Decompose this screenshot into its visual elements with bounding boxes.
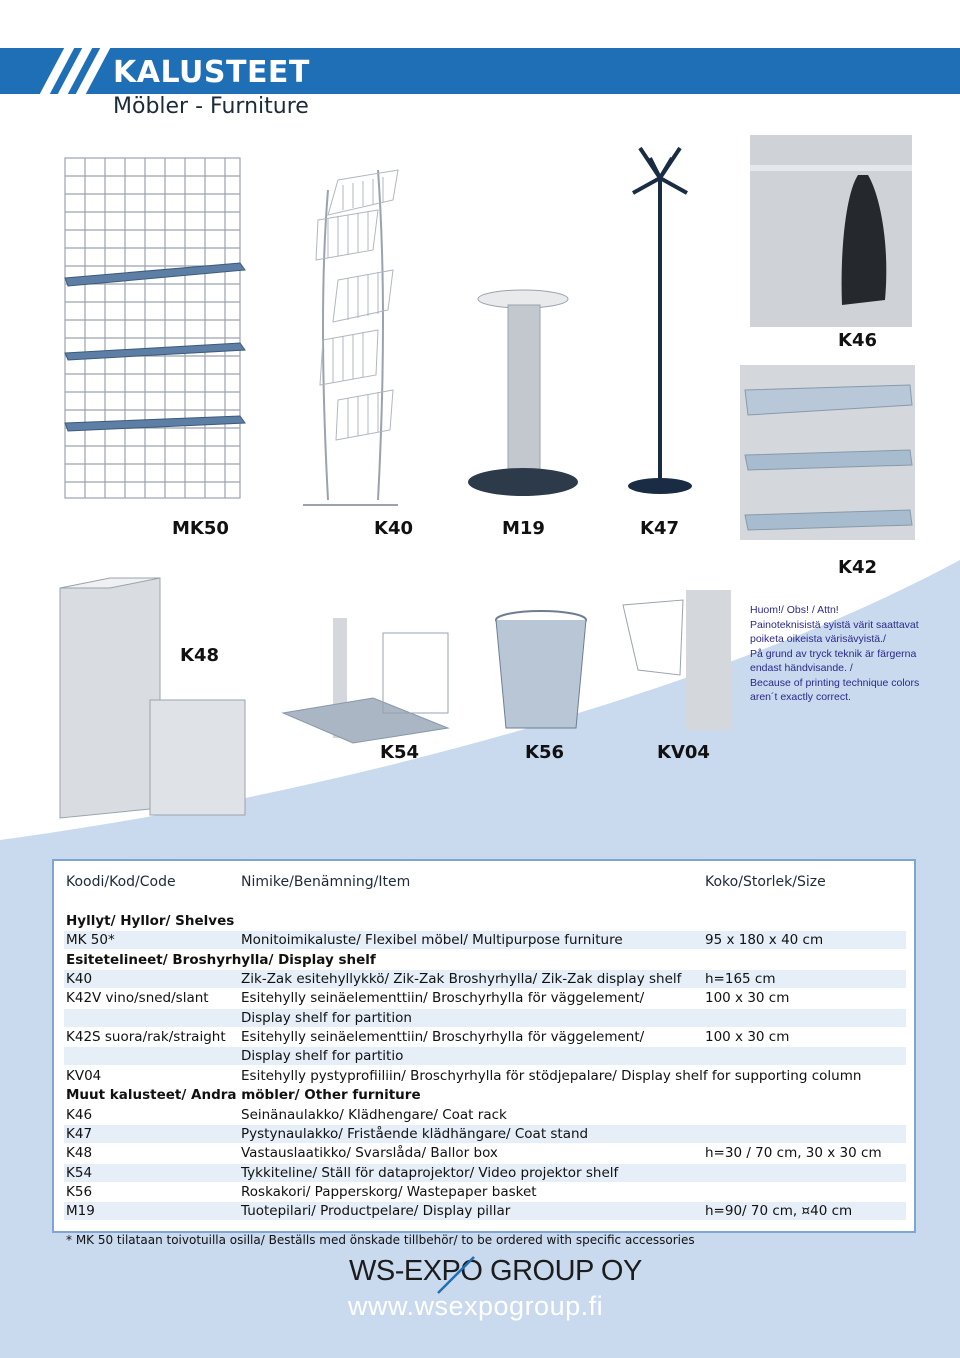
cell-item: Tykkiteline/ Ställ för dataprojektor/ Video projektor shelf [241,1164,619,1181]
cell-item: Esitehylly pystyprofiiliin/ Broschyrhylla för stödjepalare/ Display shelf for supporting column [241,1067,862,1084]
color-disclaimer-note [750,603,920,705]
label-k42: K42 [838,557,877,578]
k56-wastebasket-image [494,610,589,735]
table-row [64,1028,906,1046]
cell-item: Seinänaulakko/ Klädhengare/ Coat rack [241,1106,507,1123]
cell-code: MK 50* [66,932,115,949]
page-title: KALUSTEET [113,55,310,90]
footnote: * MK 50 tilataan toivotuilla osilla/ Beställs med önskade tillbehör/ to be ordered with specific accessories [66,1233,695,1247]
label-m19: M19 [502,518,545,539]
label-k46: K46 [838,330,877,351]
cell-size: 100 x 30 cm [705,990,790,1007]
cell-item: Vastauslaatikko/ Svarslåda/ Ballor box [241,1145,498,1162]
table-row [64,970,906,988]
note-line: endast händvisande. / [750,662,853,674]
page-subtitle: Möbler - Furniture [113,94,309,119]
cell-item: Display shelf for partition [241,1009,412,1026]
table-row [64,951,906,969]
k46-coat-rack-image [750,135,915,330]
header-size: Koko/Storlek/Size [705,874,826,890]
cell-item: Display shelf for partitio [241,1048,404,1065]
cell-code: K42V vino/sned/slant [66,990,209,1007]
header-item: Nimike/Benämning/Item [241,874,411,890]
cell-item: Esitehylly seinäelementtiin/ Broschyrhylla för väggelement/ [241,990,645,1007]
k54-projector-shelf-image [283,618,453,743]
cell-item: Roskakori/ Papperskorg/ Wastepaper basket [241,1183,537,1200]
cell-code: KV04 [66,1067,102,1084]
k40-zikzak-shelf-image [298,160,408,510]
table-row [64,1144,906,1162]
note-line: Painoteknisistä syistä värit saattavat [750,618,919,631]
table-row [64,1009,906,1027]
m19-display-pillar-image [465,285,585,510]
label-k40: K40 [374,518,413,539]
cell-code: K47 [66,1125,93,1142]
cell-code: Muut kalusteet/ Andra möbler/ Other furniture [66,1087,421,1104]
label-k47: K47 [640,518,679,539]
cell-code: K48 [66,1145,93,1162]
label-kv04: KV04 [657,742,710,763]
website-url: www.wsexpogroup.fi [348,1291,604,1321]
label-k56: K56 [525,742,564,763]
label-mk50: MK50 [172,518,229,539]
k42-shelves-image [740,365,915,545]
cell-size: h=30 / 70 cm, 30 x 30 cm [705,1145,882,1162]
table-row [64,1125,906,1143]
table-row [64,1086,906,1104]
note-line: poiketa oikeista värisävyistä./ [750,633,886,645]
table-row [64,989,906,1007]
cell-item: Pystynaulakko/ Fristående klädhängare/ Coat stand [241,1125,589,1142]
cell-item: Esitehylly seinäelementtiin/ Broschyrhylla för väggelement/ [241,1029,645,1046]
table-row [64,1183,906,1201]
cell-code: M19 [66,1203,95,1220]
cell-code: K46 [66,1106,93,1123]
cell-code: K40 [66,971,93,988]
cell-code: K42S suora/rak/straight [66,1029,226,1046]
table-row [64,1164,906,1182]
table-row [64,1067,906,1085]
note-line: På grund av tryck teknik är färgerna [750,647,917,660]
k48-ballot-box-image [50,578,250,828]
table-row [64,1047,906,1065]
cell-size: h=90/ 70 cm, ¤40 cm [705,1203,853,1220]
mk50-grid-shelf-image [60,148,250,508]
note-line: aren´t exactly correct. [750,691,851,703]
logo-slash-icon [430,1255,480,1295]
cell-item: Zik-Zak esitehyllykkö/ Zik-Zak Broshyrhylla/ Zik-Zak display shelf [241,971,682,988]
company-logo: WS-EXPO GROUP OY [349,1255,642,1287]
kv04-column-shelf-image [618,590,743,735]
label-k54: K54 [380,742,419,763]
table-row [64,912,906,930]
note-line: Because of printing technique colors [750,676,920,689]
cell-code: K56 [66,1183,93,1200]
cell-size: h=165 cm [705,971,776,988]
cell-code: K54 [66,1164,93,1181]
table-row [64,1202,906,1220]
cell-item: Tuotepilari/ Productpelare/ Display pillar [241,1203,511,1220]
table-row [64,931,906,949]
k47-coat-stand-image [625,148,695,508]
table-row [64,1106,906,1124]
header-code: Koodi/Kod/Code [66,874,176,890]
cell-code: Esitetelineet/ Broshyrhylla/ Display shelf [66,951,376,968]
label-k48: K48 [180,645,219,666]
cell-code: Hyllyt/ Hyllor/ Shelves [66,913,235,929]
cell-item: Monitoimikaluste/ Flexibel möbel/ Multipurpose furniture [241,932,623,949]
note-line: Huom!/ Obs! / Attn! [750,604,839,616]
cell-size: 100 x 30 cm [705,1029,790,1046]
cell-size: 95 x 180 x 40 cm [705,932,824,949]
